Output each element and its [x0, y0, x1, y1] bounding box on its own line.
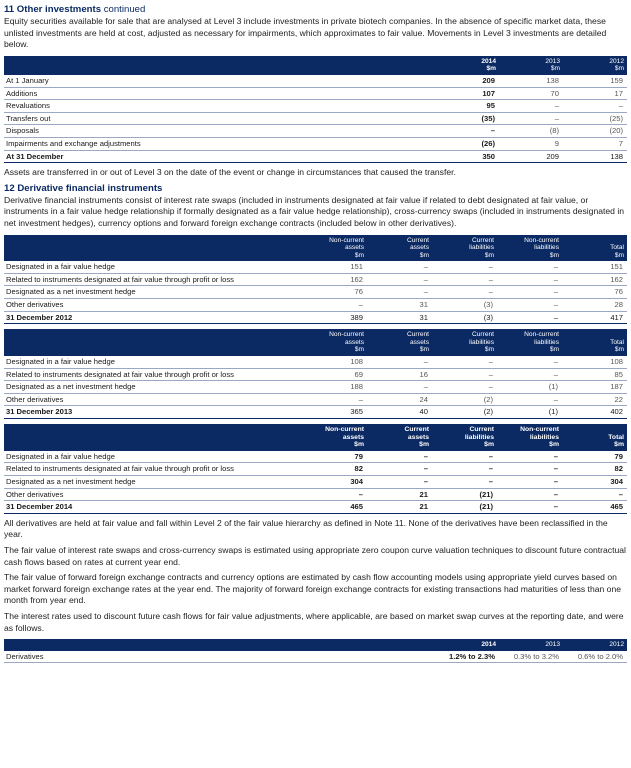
col-non-current-assets	[302, 424, 367, 451]
paragraph-level2: All derivatives are held at fair value and fall within Level 2 of the fair value hierarchy as defined in Note 11. None of the derivatives have been reclassified in the year.	[4, 517, 608, 540]
header-text: $m	[354, 441, 364, 449]
table-cell: (1)	[497, 406, 562, 419]
header-text: Non-current	[325, 426, 364, 433]
header-text: Non-current	[524, 236, 559, 244]
table-row	[4, 475, 627, 488]
col-current-assets	[367, 424, 432, 451]
header-text: liabilities	[464, 433, 494, 441]
header-text: assets	[409, 244, 429, 252]
table-cell: –	[497, 393, 562, 406]
table-cell: (21)	[432, 488, 497, 501]
table-cell: –	[367, 381, 432, 394]
table-cell: Designated in a fair value hedge	[4, 451, 302, 463]
table-cell: Other derivatives	[4, 488, 302, 501]
table-row	[4, 356, 627, 368]
header-text: Non-current	[524, 331, 559, 339]
table-cell: 465	[302, 501, 367, 514]
header-text: $m	[484, 346, 494, 354]
header-text: $m	[550, 65, 560, 73]
col-total	[562, 235, 627, 262]
header-text: liabilities	[469, 244, 494, 252]
table-cell: 31 December 2012	[4, 311, 302, 324]
table-cell: Disposals	[4, 125, 435, 138]
col-non-current-assets	[302, 235, 367, 262]
table-cell: 162	[302, 273, 367, 286]
level3-note: Assets are transferred in or out of Level 3 on the date of the event or change in circumstances that caused the transfer.	[4, 167, 456, 178]
table-cell: Revaluations	[4, 100, 435, 113]
header-text: assets	[342, 433, 364, 441]
table-cell: –	[432, 368, 497, 381]
header-text: Non-current	[329, 236, 364, 244]
header-text: Non-current	[520, 426, 559, 433]
table-cell: 79	[562, 451, 627, 463]
table-total-row	[4, 501, 627, 514]
table-cell: –	[497, 488, 562, 501]
table-cell: (20)	[563, 125, 627, 138]
table-row	[4, 451, 627, 463]
table-cell: –	[499, 112, 563, 125]
level3-movements-table	[4, 56, 627, 163]
header-text: $m	[354, 346, 364, 354]
col-2014	[435, 56, 499, 75]
col-current-assets	[367, 329, 432, 356]
header-text: Current	[472, 236, 494, 244]
table-total-row	[4, 406, 627, 419]
table-cell: At 1 January	[4, 75, 435, 87]
header-text: liabilities	[534, 338, 559, 346]
table-cell: (1)	[497, 381, 562, 394]
header-text: liabilities	[534, 244, 559, 252]
header-text: $m	[549, 346, 559, 354]
table-cell: –	[432, 381, 497, 394]
table-cell: (8)	[499, 125, 563, 138]
table-cell: 108	[562, 356, 627, 368]
col-current-liabilities	[432, 329, 497, 356]
table-cell: 0.3% to 3.2%	[499, 651, 563, 663]
table-cell: (3)	[432, 311, 497, 324]
table-header-row	[4, 329, 627, 356]
table-cell: 21	[367, 488, 432, 501]
table-cell: 85	[562, 368, 627, 381]
table-row	[4, 651, 627, 663]
table-row	[4, 488, 627, 501]
table-cell: 138	[563, 150, 627, 163]
table-cell: (35)	[435, 112, 499, 125]
derivatives-2012-table	[4, 235, 627, 325]
header-text: $m	[614, 251, 624, 259]
table-cell: 389	[302, 311, 367, 324]
table-row	[4, 463, 627, 476]
table-row	[4, 381, 627, 394]
table-cell: –	[432, 356, 497, 368]
header-text: $m	[419, 346, 429, 354]
table-cell: –	[432, 286, 497, 299]
table-cell: –	[562, 488, 627, 501]
col-2012: 2012	[609, 641, 624, 649]
table-cell: 28	[562, 299, 627, 312]
table-cell: 350	[435, 150, 499, 163]
table-cell: 209	[499, 150, 563, 163]
header-text: Non-current	[329, 331, 364, 339]
col-non-current-liabilities	[497, 329, 562, 356]
table-cell: 82	[302, 463, 367, 476]
header-text: $m	[549, 441, 559, 449]
table-cell: Designated in a fair value hedge	[4, 356, 302, 368]
table-cell: –	[497, 501, 562, 514]
table-row	[4, 368, 627, 381]
table-cell: Impairments and exchange adjustments	[4, 137, 435, 150]
table-cell: –	[367, 273, 432, 286]
header-text: Total	[608, 433, 624, 441]
paragraph-swaps: The fair value of interest rate swaps and cross-currency swaps is estimated using appropriate zero coupon curve valuation techniques to discount future contractual cash flows based on rates at current year end.	[4, 544, 626, 567]
table-cell: –	[367, 451, 432, 463]
table-cell: Designated as a net investment hedge	[4, 475, 302, 488]
table-cell: 7	[563, 137, 627, 150]
table-cell: –	[497, 451, 562, 463]
table-cell: 159	[563, 75, 627, 87]
header-text: Current	[407, 236, 429, 244]
table-cell: 79	[302, 451, 367, 463]
table-cell: 82	[562, 463, 627, 476]
table-row	[4, 75, 627, 87]
header-text: $m	[549, 251, 559, 259]
section-12-title: 12 Derivative financial instruments	[4, 182, 163, 194]
table-cell: 40	[367, 406, 432, 419]
table-cell: –	[563, 100, 627, 113]
table-cell: –	[497, 368, 562, 381]
table-cell: Other derivatives	[4, 299, 302, 312]
table-cell: –	[367, 475, 432, 488]
col-2012	[563, 56, 627, 75]
table-cell: Designated as a net investment hedge	[4, 286, 302, 299]
col-non-current-liabilities	[497, 235, 562, 262]
table-row	[4, 100, 627, 113]
table-row	[4, 273, 627, 286]
table-cell: –	[497, 475, 562, 488]
header-text: assets	[344, 338, 364, 346]
col-non-current-assets	[302, 329, 367, 356]
table-cell: 21	[367, 501, 432, 514]
header-text: Current	[407, 331, 429, 339]
table-cell: (21)	[432, 501, 497, 514]
table-cell: 209	[435, 75, 499, 87]
col-2013	[499, 56, 563, 75]
header-text: liabilities	[529, 433, 559, 441]
table-cell: Other derivatives	[4, 393, 302, 406]
table-cell: 151	[302, 261, 367, 273]
table-cell: 365	[302, 406, 367, 419]
col-current-liabilities	[432, 424, 497, 451]
paragraph-forwards: The fair value of forward foreign exchange contracts and currency options are estimated by cash flow accounting models using appropriate yield curves based on market forward foreign exchange rates at the year end. The majority of forward foreign exchange contracts for existing transactions had maturities of less than one month from year end.	[4, 572, 622, 606]
table-cell: Related to instruments designated at fair value through profit or loss	[4, 273, 302, 286]
header-text: Current	[404, 426, 429, 433]
table-cell: 188	[302, 381, 367, 394]
header-text: assets	[409, 338, 429, 346]
header-text: $m	[419, 441, 429, 449]
paragraph-rates: The interest rates used to discount future cash flows for fair value adjustments, where applicable, are based on market swap curves at the reporting date, and were as follows.	[4, 610, 624, 633]
table-cell: –	[432, 273, 497, 286]
section-title-text: 11 Other investments	[4, 4, 102, 15]
section-11-title	[4, 4, 627, 16]
table-cell: 95	[435, 100, 499, 113]
header-text: Total	[610, 338, 624, 346]
table-cell: –	[367, 261, 432, 273]
table-cell: (25)	[563, 112, 627, 125]
derivatives-2014-table	[4, 424, 627, 514]
table-row	[4, 112, 627, 125]
header-text: 2013	[545, 57, 560, 65]
table-cell: 31 December 2013	[4, 406, 302, 419]
header-text: $m	[486, 65, 496, 73]
table-row	[4, 299, 627, 312]
col-current-liabilities	[432, 235, 497, 262]
table-cell: –	[497, 286, 562, 299]
table-header-row	[4, 235, 627, 262]
header-text: Total	[610, 244, 624, 252]
table-cell: 31	[367, 311, 432, 324]
table-cell: Related to instruments designated at fair value through profit or loss	[4, 368, 302, 381]
table-cell: –	[367, 463, 432, 476]
table-cell: –	[497, 463, 562, 476]
header-text: Current	[469, 426, 494, 433]
header-text: $m	[484, 251, 494, 259]
table-cell: 69	[302, 368, 367, 381]
header-text: $m	[484, 441, 494, 449]
table-cell: Related to instruments designated at fair value through profit or loss	[4, 463, 302, 476]
col-total	[562, 329, 627, 356]
table-cell: Derivatives	[4, 651, 429, 663]
table-cell: 138	[499, 75, 563, 87]
table-cell: 162	[562, 273, 627, 286]
table-cell: –	[435, 125, 499, 138]
table-cell: 187	[562, 381, 627, 394]
header-text: assets	[344, 244, 364, 252]
table-cell: –	[302, 299, 367, 312]
table-row	[4, 87, 627, 100]
table-row	[4, 137, 627, 150]
table-cell: 31 December 2014	[4, 501, 302, 514]
table-cell: Transfers out	[4, 112, 435, 125]
table-cell: Designated in a fair value hedge	[4, 261, 302, 273]
table-cell: 402	[562, 406, 627, 419]
header-text: $m	[614, 441, 624, 449]
header-text: assets	[407, 433, 429, 441]
table-row	[4, 261, 627, 273]
table-cell: 17	[563, 87, 627, 100]
header-text: Current	[472, 331, 494, 339]
table-cell: 22	[562, 393, 627, 406]
table-cell: –	[432, 463, 497, 476]
table-cell: At 31 December	[4, 150, 435, 163]
header-text: $m	[614, 346, 624, 354]
table-cell: –	[302, 393, 367, 406]
table-cell: –	[499, 100, 563, 113]
table-cell: 304	[302, 475, 367, 488]
table-header-row	[4, 424, 627, 451]
table-cell: Designated as a net investment hedge	[4, 381, 302, 394]
table-cell: 70	[499, 87, 563, 100]
header-text: $m	[614, 65, 624, 73]
table-header-row	[4, 639, 627, 651]
table-cell: –	[497, 299, 562, 312]
table-row	[4, 393, 627, 406]
table-cell: –	[432, 451, 497, 463]
header-text: liabilities	[469, 338, 494, 346]
table-cell: 16	[367, 368, 432, 381]
table-cell: 1.2% to 2.3%	[429, 651, 499, 663]
header-text: 2014	[481, 57, 496, 65]
table-cell: (26)	[435, 137, 499, 150]
col-non-current-liabilities	[497, 424, 562, 451]
table-total-row	[4, 150, 627, 163]
header-text: $m	[354, 251, 364, 259]
table-total-row	[4, 311, 627, 324]
table-cell: Additions	[4, 87, 435, 100]
derivatives-2013-table	[4, 329, 627, 419]
table-cell: –	[432, 261, 497, 273]
title-continued: continued	[103, 4, 146, 15]
table-cell: 465	[562, 501, 627, 514]
table-cell: 107	[435, 87, 499, 100]
table-cell: 9	[499, 137, 563, 150]
table-row	[4, 125, 627, 138]
col-2013: 2013	[545, 641, 560, 649]
discount-rates-table	[4, 639, 627, 663]
table-cell: 108	[302, 356, 367, 368]
table-cell: –	[432, 475, 497, 488]
header-text: 2012	[609, 57, 624, 65]
table-cell: –	[302, 488, 367, 501]
table-cell: 24	[367, 393, 432, 406]
table-cell: –	[497, 261, 562, 273]
table-cell: –	[497, 273, 562, 286]
col-current-assets	[367, 235, 432, 262]
table-cell: –	[497, 311, 562, 324]
table-cell: (3)	[432, 299, 497, 312]
table-cell: 304	[562, 475, 627, 488]
table-header-row	[4, 56, 627, 75]
col-2014: 2014	[481, 641, 496, 649]
table-cell: –	[367, 286, 432, 299]
table-cell: (2)	[432, 406, 497, 419]
header-text: $m	[419, 251, 429, 259]
table-cell: –	[497, 356, 562, 368]
section-11-intro: Equity securities available for sale that are analysed at Level 3 include investments in private biotech companies. In the absence of specific market data, these unlisted investments are held at cost, adjusted as necessary for impairments, which approximates to fair value. Movements in Level 3 investments are detailed below.	[4, 16, 607, 50]
table-cell: 76	[562, 286, 627, 299]
table-row	[4, 286, 627, 299]
table-cell: 0.6% to 2.0%	[563, 651, 627, 663]
table-cell: 417	[562, 311, 627, 324]
table-cell: 76	[302, 286, 367, 299]
table-cell: 151	[562, 261, 627, 273]
section-12-intro: Derivative financial instruments consist of interest rate swaps (included in instruments designated at fair value if related to debt designated at fair value, or instruments in a fair value hedge relationship if formally designated as a fair value hedge relationship), cross-currency swaps (included in instruments designated in net investment hedges), currency options and forward foreign exchange contracts (included below in other derivatives).	[4, 194, 625, 228]
col-total	[562, 424, 627, 451]
table-cell: 31	[367, 299, 432, 312]
table-cell: (2)	[432, 393, 497, 406]
table-cell: –	[367, 356, 432, 368]
